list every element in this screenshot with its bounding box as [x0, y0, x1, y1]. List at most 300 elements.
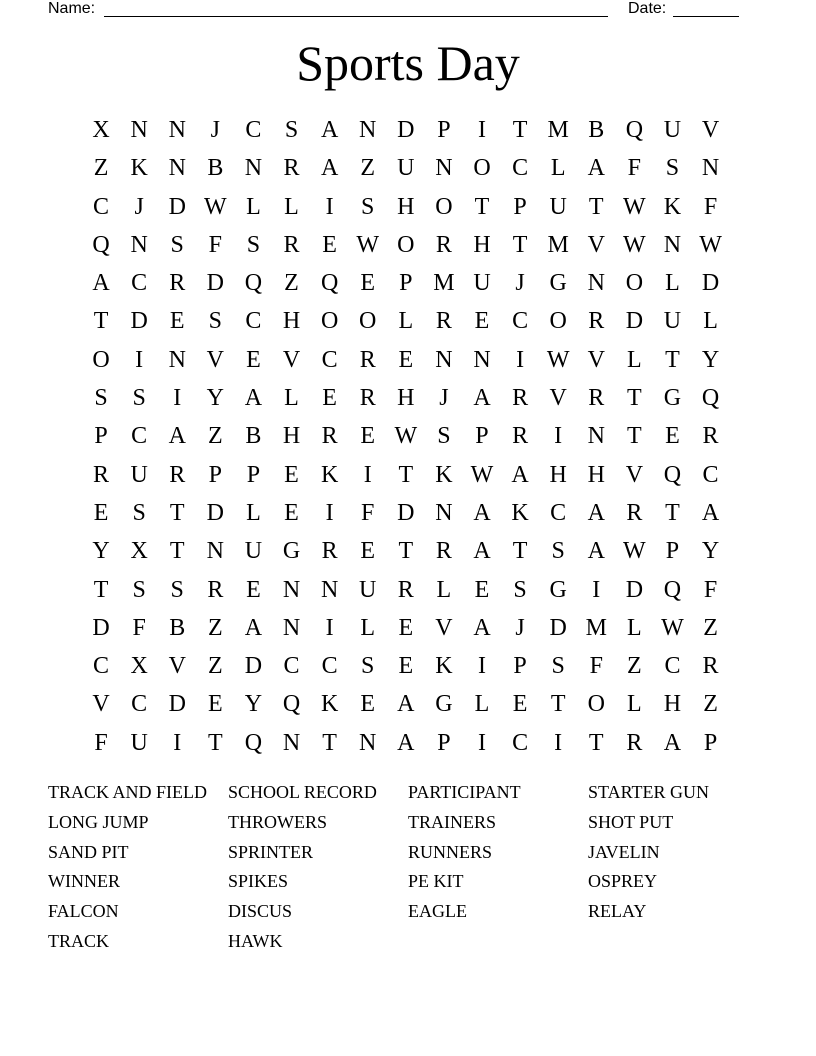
grid-letter: R — [169, 270, 186, 297]
grid-letter: L — [550, 155, 566, 182]
grid-letter: T — [588, 729, 604, 756]
grid-letter: N — [282, 729, 301, 756]
grid-letter: D — [625, 308, 644, 335]
grid-letter: Z — [207, 423, 223, 450]
grid-letter: M — [547, 117, 569, 143]
grid-letter: T — [169, 538, 185, 565]
grid-letter: A — [511, 461, 529, 488]
grid-letter: C — [245, 308, 262, 335]
grid-letter: D — [549, 614, 567, 641]
grid-letter: L — [627, 346, 642, 373]
word-list-item: PARTICIPANT — [408, 782, 521, 802]
grid-letter: A — [587, 499, 605, 526]
grid-letter: Q — [701, 385, 720, 412]
grid-letter: W — [394, 423, 418, 450]
grid-letter: E — [360, 270, 376, 297]
grid-letter: T — [512, 538, 528, 565]
word-list-item: WINNER — [48, 871, 120, 892]
grid-letter: T — [169, 499, 185, 526]
grid-letter: Y — [701, 538, 720, 565]
grid-letter: K — [130, 155, 148, 182]
grid-letter: B — [588, 117, 605, 143]
grid-letter: N — [206, 538, 224, 565]
grid-letter: D — [625, 576, 644, 603]
grid-letter: T — [398, 461, 414, 488]
word-list-item: SCHOOL RECORD — [228, 782, 377, 802]
grid-letter: W — [470, 461, 494, 488]
grid-letter: S — [132, 576, 146, 603]
grid-letter: R — [283, 231, 300, 258]
grid-letter: W — [204, 193, 227, 220]
word-list-item: TRACK AND FIELD — [48, 782, 208, 802]
grid-letter: L — [360, 614, 376, 641]
grid-letter: L — [627, 614, 642, 641]
grid-letter: T — [512, 231, 528, 258]
grid-letter: C — [93, 193, 110, 220]
grid-letter: U — [244, 538, 263, 565]
grid-letter: T — [93, 308, 109, 335]
grid-letter: R — [169, 461, 186, 488]
grid-letter: O — [435, 193, 453, 220]
grid-letter: L — [665, 270, 680, 297]
grid-letter: N — [282, 614, 301, 641]
grid-letter: V — [701, 117, 720, 143]
grid-letter: N — [130, 231, 148, 258]
grid-letter: D — [130, 308, 148, 335]
word-list-item: SHOT PUT — [588, 811, 674, 832]
grid-letter: U — [130, 729, 148, 756]
grid-letter: K — [320, 691, 339, 718]
grid-letter: I — [516, 346, 525, 373]
grid-letter: A — [663, 729, 682, 756]
grid-letter: P — [399, 270, 413, 297]
word-list-item: OSPREY — [588, 871, 658, 892]
grid-letter: J — [439, 385, 449, 412]
grid-letter: Q — [663, 461, 682, 488]
grid-letter: F — [627, 155, 642, 182]
grid-letter: Z — [284, 270, 299, 297]
grid-letter: C — [283, 653, 300, 680]
grid-letter: E — [398, 653, 414, 680]
grid-letter: S — [513, 576, 527, 603]
grid-letter: A — [397, 729, 415, 756]
grid-letter: P — [437, 729, 451, 756]
grid-letter: L — [474, 691, 490, 718]
grid-letter: L — [627, 691, 642, 718]
name-blank — [104, 16, 608, 17]
grid-letter: A — [473, 614, 491, 641]
grid-letter: N — [168, 346, 186, 373]
grid-letter: R — [702, 423, 719, 450]
grid-letter: V — [625, 461, 644, 488]
grid-letter: C — [512, 308, 529, 335]
grid-letter: F — [703, 576, 718, 603]
grid-letter: N — [435, 499, 453, 526]
grid-letter: G — [549, 576, 567, 603]
grid-letter: A — [320, 117, 339, 143]
grid-letter: R — [283, 155, 300, 182]
grid-letter: U — [663, 308, 682, 335]
grid-letter: E — [322, 385, 337, 412]
grid-letter: L — [284, 193, 299, 220]
grid-letter: A — [397, 691, 415, 718]
grid-letter: T — [665, 499, 680, 526]
grid-letter: C — [550, 499, 567, 526]
grid-letter: R — [359, 385, 376, 412]
grid-letter: V — [206, 346, 224, 373]
grid-letter: I — [135, 346, 144, 373]
grid-letter: U — [549, 193, 567, 220]
grid-letter: G — [549, 270, 567, 297]
grid-letter: N — [435, 346, 453, 373]
grid-letter: W — [623, 231, 646, 258]
grid-letter: A — [587, 155, 605, 182]
grid-letter: R — [435, 308, 452, 335]
grid-letter: S — [208, 308, 222, 335]
grid-letter: P — [246, 461, 261, 488]
grid-letter: Z — [207, 653, 223, 680]
grid-letter: H — [397, 385, 415, 412]
grid-letter: P — [208, 461, 222, 488]
grid-letter: I — [325, 193, 334, 220]
grid-letter: L — [284, 385, 299, 412]
grid-letter: V — [549, 385, 567, 412]
grid-letter: T — [627, 423, 642, 450]
grid-letter: N — [359, 729, 377, 756]
grid-letter: A — [701, 499, 720, 526]
grid-letter: K — [511, 499, 529, 526]
grid-letter: D — [168, 691, 186, 718]
grid-letter: C — [321, 346, 338, 373]
grid-letter: M — [585, 614, 607, 641]
grid-letter: U — [359, 576, 377, 603]
grid-letter: Z — [703, 614, 718, 641]
grid-letter: I — [592, 576, 601, 603]
grid-letter: U — [663, 117, 682, 143]
grid-letter: J — [515, 614, 525, 641]
grid-letter: R — [588, 308, 605, 335]
grid-letter: C — [512, 729, 529, 756]
grid-letter: I — [477, 117, 486, 143]
grid-letter: O — [587, 691, 605, 718]
grid-letter: O — [359, 308, 377, 335]
word-list-item: STARTER GUN — [588, 782, 709, 802]
grid-letter: F — [208, 231, 222, 258]
grid-letter: Z — [627, 653, 642, 680]
grid-letter: Q — [92, 231, 110, 258]
grid-letter: W — [699, 231, 722, 258]
grid-letter: Q — [663, 576, 682, 603]
grid-letter: I — [325, 499, 334, 526]
grid-letter: I — [173, 729, 182, 756]
grid-letter: R — [321, 423, 338, 450]
word-list-item: THROWERS — [228, 811, 327, 832]
grid-letter: H — [663, 691, 682, 718]
grid-letter: E — [360, 423, 376, 450]
grid-letter: E — [322, 231, 337, 258]
grid-letter: I — [363, 461, 372, 488]
grid-letter: L — [436, 576, 452, 603]
grid-letter: T — [474, 193, 490, 220]
grid-letter: P — [513, 653, 527, 680]
grid-letter: D — [397, 499, 415, 526]
grid-letter: V — [587, 346, 605, 373]
grid-letter: P — [703, 729, 718, 756]
grid-letter: H — [549, 461, 567, 488]
grid-letter: N — [168, 155, 186, 182]
grid-letter: D — [701, 270, 720, 297]
grid-letter: I — [477, 729, 486, 756]
grid-letter: A — [244, 385, 263, 412]
grid-letter: V — [92, 691, 110, 718]
grid-letter: V — [168, 653, 186, 680]
grid-letter: W — [661, 614, 684, 641]
grid-letter: E — [512, 691, 528, 718]
grid-letter: N — [701, 155, 720, 182]
grid-letter: H — [282, 308, 301, 335]
grid-letter: Y — [92, 538, 110, 565]
grid-letter: Z — [703, 691, 718, 718]
grid-letter: D — [206, 270, 224, 297]
grid-letter: N — [244, 155, 263, 182]
grid-letter: B — [245, 423, 262, 450]
grid-letter: J — [210, 117, 220, 143]
grid-letter: F — [703, 193, 718, 220]
grid-letter: F — [589, 653, 603, 680]
grid-letter: Q — [244, 270, 263, 297]
grid-letter: E — [207, 691, 223, 718]
grid-letter: W — [623, 193, 646, 220]
letter-grid — [82, 111, 730, 762]
grid-letter: D — [206, 499, 224, 526]
grid-letter: L — [398, 308, 414, 335]
grid-letter: S — [132, 499, 146, 526]
grid-letter: N — [320, 576, 339, 603]
grid-letter: S — [132, 385, 146, 412]
grid-letter: P — [475, 423, 489, 450]
grid-letter: C — [321, 653, 338, 680]
grid-letter: N — [435, 155, 453, 182]
grid-letter: R — [512, 385, 529, 412]
grid-letter: U — [397, 155, 415, 182]
grid-letter: T — [93, 576, 109, 603]
word-list-item: SAND PIT — [48, 841, 129, 862]
grid-letter: N — [473, 346, 491, 373]
grid-letter: V — [587, 231, 605, 258]
grid-letter: F — [361, 499, 375, 526]
grid-letter: C — [93, 653, 110, 680]
grid-letter: T — [588, 193, 604, 220]
grid-letter: S — [94, 385, 108, 412]
grid-letter: C — [131, 691, 148, 718]
grid-letter: E — [665, 423, 680, 450]
grid-letter: G — [282, 538, 301, 565]
grid-letter: E — [360, 691, 376, 718]
date-label: Date: — [628, 0, 667, 17]
grid-letter: T — [398, 538, 414, 565]
worksheet-header — [48, 0, 748, 20]
grid-letter: F — [94, 729, 108, 756]
word-list-item: SPIKES — [228, 871, 289, 892]
grid-letter: K — [320, 461, 339, 488]
grid-letter: R — [397, 576, 414, 603]
grid-letter: Z — [93, 155, 109, 182]
grid-letter: A — [587, 538, 605, 565]
grid-letter: C — [245, 117, 262, 143]
grid-letter: T — [665, 346, 680, 373]
grid-letter: R — [207, 576, 224, 603]
grid-letter: W — [546, 346, 570, 373]
grid-letter: L — [703, 308, 718, 335]
word-list-item: EAGLE — [408, 901, 467, 922]
grid-letter: V — [282, 346, 301, 373]
word-list-item: SPRINTER — [228, 841, 314, 862]
grid-letter: R — [435, 231, 452, 258]
grid-letter: K — [663, 193, 682, 220]
grid-letter: O — [397, 231, 415, 258]
word-list-item: JAVELIN — [588, 841, 660, 862]
grid-letter: N — [663, 231, 682, 258]
grid-letter: H — [282, 423, 301, 450]
page-title: Sports Day — [296, 35, 520, 91]
grid-letter: O — [92, 346, 110, 373]
grid-letter: O — [473, 155, 491, 182]
grid-letter: I — [325, 614, 334, 641]
date-blank — [673, 16, 739, 17]
word-list-item: DISCUS — [228, 901, 293, 922]
grid-letter: E — [93, 499, 109, 526]
grid-letter: L — [246, 499, 261, 526]
word-list-item: TRAINERS — [408, 811, 497, 832]
grid-letter: M — [547, 231, 569, 258]
word-list-item: TRACK — [48, 930, 110, 951]
grid-letter: Q — [320, 270, 339, 297]
grid-letter: N — [359, 117, 377, 143]
word-list-item: PE KIT — [408, 871, 464, 892]
grid-letter: T — [550, 691, 566, 718]
grid-letter: F — [132, 614, 146, 641]
grid-letter: N — [130, 117, 148, 143]
grid-letter: G — [663, 385, 682, 412]
grid-letter: T — [512, 117, 528, 143]
grid-letter: C — [664, 653, 681, 680]
grid-letter: W — [623, 538, 646, 565]
grid-letter: E — [474, 308, 490, 335]
grid-letter: H — [587, 461, 605, 488]
grid-letter: S — [170, 576, 184, 603]
grid-letter: J — [134, 193, 144, 220]
grid-letter: Y — [244, 691, 263, 718]
grid-letter: A — [473, 499, 491, 526]
grid-letter: E — [246, 576, 261, 603]
grid-letter: D — [244, 653, 263, 680]
grid-letter: K — [435, 653, 453, 680]
grid-letter: Z — [207, 614, 223, 641]
grid-letter: Y — [701, 346, 720, 373]
grid-letter: V — [435, 614, 453, 641]
grid-letter: E — [284, 499, 299, 526]
word-list — [48, 778, 768, 957]
grid-letter: I — [477, 653, 486, 680]
grid-letter: S — [170, 231, 184, 258]
grid-letter: N — [587, 423, 605, 450]
word-list-item: HAWK — [228, 930, 283, 951]
grid-letter: R — [626, 499, 643, 526]
grid-letter: H — [473, 231, 491, 258]
grid-letter: O — [625, 270, 644, 297]
grid-letter: E — [360, 538, 376, 565]
grid-letter: R — [321, 538, 338, 565]
grid-letter: J — [515, 270, 525, 297]
grid-letter: S — [246, 231, 261, 258]
grid-letter: D — [168, 193, 186, 220]
grid-letter: T — [207, 729, 223, 756]
grid-letter: C — [512, 155, 529, 182]
grid-letter: Q — [282, 691, 301, 718]
grid-letter: Q — [244, 729, 263, 756]
grid-letter: O — [549, 308, 567, 335]
grid-letter: M — [433, 270, 455, 297]
word-list-item: FALCON — [48, 901, 119, 922]
grid-letter: S — [437, 423, 451, 450]
grid-letter: A — [92, 270, 110, 297]
grid-letter: R — [626, 729, 643, 756]
grid-letter: D — [92, 614, 110, 641]
grid-letter: B — [169, 614, 186, 641]
grid-letter: U — [130, 461, 148, 488]
grid-letter: T — [627, 385, 642, 412]
grid-letter: E — [398, 614, 414, 641]
grid-letter: E — [169, 308, 185, 335]
grid-letter: X — [130, 653, 148, 680]
grid-letter: S — [551, 538, 565, 565]
grid-letter: S — [284, 117, 299, 143]
grid-letter: U — [473, 270, 491, 297]
grid-letter: Q — [625, 117, 644, 143]
grid-letter: S — [361, 193, 375, 220]
grid-letter: Z — [360, 155, 376, 182]
grid-letter: C — [702, 461, 719, 488]
grid-letter: E — [398, 346, 414, 373]
grid-letter: C — [131, 270, 148, 297]
word-list-item: LONG JUMP — [48, 811, 149, 832]
grid-letter: A — [473, 538, 491, 565]
word-list-item: RUNNERS — [408, 841, 493, 862]
grid-letter: P — [437, 117, 451, 143]
grid-letter: P — [94, 423, 108, 450]
grid-letter: I — [173, 385, 182, 412]
grid-letter: R — [512, 423, 529, 450]
grid-letter: H — [397, 193, 415, 220]
grid-letter: G — [435, 691, 453, 718]
grid-letter: K — [435, 461, 453, 488]
grid-letter: A — [244, 614, 263, 641]
grid-letter: A — [168, 423, 186, 450]
grid-letter: N — [168, 117, 186, 143]
grid-letter: E — [474, 576, 490, 603]
grid-letter: R — [702, 653, 719, 680]
grid-letter: R — [435, 538, 452, 565]
grid-letter: E — [284, 461, 299, 488]
grid-letter: N — [587, 270, 605, 297]
grid-letter: C — [131, 423, 148, 450]
grid-letter: D — [397, 117, 415, 143]
grid-letter: R — [588, 385, 605, 412]
grid-letter: S — [551, 653, 565, 680]
grid-letter: X — [130, 538, 148, 565]
grid-letter: E — [246, 346, 261, 373]
grid-letter: P — [513, 193, 527, 220]
